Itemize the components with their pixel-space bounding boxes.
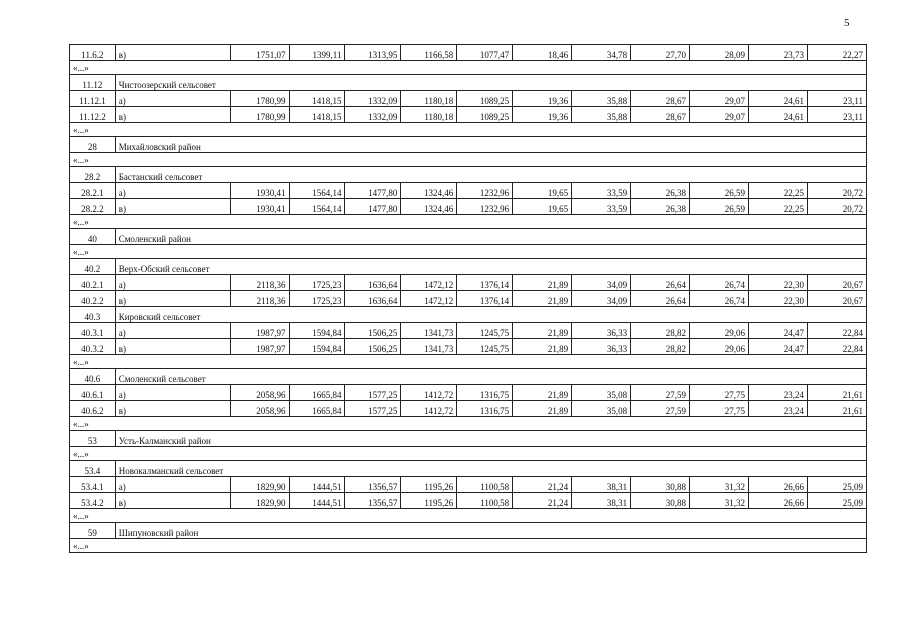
row-code: 40.6.2 [70,401,116,417]
value-cell: 24,47 [748,323,807,339]
value-cell: 22,25 [748,183,807,199]
section-row [70,137,867,153]
row-code: 40.2 [70,259,116,275]
value-cell: 27,75 [690,401,749,417]
section-title: Усть-Калманский район [115,431,866,447]
value-cell: 1324,46 [401,183,457,199]
value-cell: 1636,64 [345,275,401,291]
value-cell: 1472,12 [401,275,457,291]
row-code: 40.6.1 [70,385,116,401]
value-cell: 28,67 [631,107,690,123]
value-cell: 1930,41 [230,183,289,199]
section-title: Шипуновский район [115,523,866,539]
row-kind: а) [115,183,230,199]
value-cell: 2118,36 [230,291,289,307]
value-cell: 22,84 [807,323,866,339]
section-row [70,369,867,385]
value-cell: 1356,57 [345,477,401,493]
value-cell: 26,74 [690,291,749,307]
value-cell: 20,72 [807,199,866,215]
ellipsis-cell: «...» [70,153,867,167]
value-cell: 1577,25 [345,385,401,401]
value-cell: 24,47 [748,339,807,355]
value-cell: 1665,84 [289,385,345,401]
section-row [70,307,867,323]
page-number: 5 [844,17,850,29]
ellipsis-cell: «...» [70,509,867,523]
value-cell: 1477,80 [345,199,401,215]
value-cell: 1341,73 [401,339,457,355]
section-row [70,259,867,275]
value-cell: 26,38 [631,183,690,199]
ellipsis-row [70,447,867,461]
value-cell: 1594,84 [289,339,345,355]
value-cell: 1356,57 [345,493,401,509]
value-cell: 23,24 [748,401,807,417]
table-row [70,183,867,199]
row-kind: в) [115,107,230,123]
value-cell: 1313,95 [345,45,401,61]
value-cell: 19,36 [513,107,572,123]
value-cell: 25,09 [807,477,866,493]
value-cell: 1564,14 [289,199,345,215]
section-row [70,523,867,539]
value-cell: 19,65 [513,199,572,215]
value-cell: 1725,23 [289,291,345,307]
table-row [70,91,867,107]
value-cell: 1324,46 [401,199,457,215]
value-cell: 22,30 [748,275,807,291]
section-title: Верх-Обский сельсовет [115,259,866,275]
value-cell: 35,88 [572,107,631,123]
ellipsis-cell: «...» [70,355,867,369]
ellipsis-cell: «...» [70,245,867,259]
value-cell: 29,06 [690,323,749,339]
value-cell: 26,64 [631,275,690,291]
value-cell: 1665,84 [289,401,345,417]
row-code: 53 [70,431,116,447]
ellipsis-cell: «...» [70,539,867,553]
value-cell: 1472,12 [401,291,457,307]
value-cell: 22,25 [748,199,807,215]
row-code: 40.3.2 [70,339,116,355]
value-cell: 24,61 [748,91,807,107]
table-row [70,339,867,355]
row-code: 28.2.2 [70,199,116,215]
value-cell: 1594,84 [289,323,345,339]
value-cell: 1444,51 [289,477,345,493]
ellipsis-cell: «...» [70,447,867,461]
value-cell: 20,72 [807,183,866,199]
value-cell: 26,59 [690,183,749,199]
table-row [70,45,867,61]
row-code: 40.6 [70,369,116,385]
section-title: Бастанский сельсовет [115,167,866,183]
ellipsis-row [70,539,867,553]
value-cell: 1829,90 [230,477,289,493]
value-cell: 1100,58 [457,493,513,509]
value-cell: 22,30 [748,291,807,307]
row-code: 11.6.2 [70,45,116,61]
table-row [70,107,867,123]
section-title: Кировский сельсовет [115,307,866,323]
value-cell: 1418,15 [289,107,345,123]
value-cell: 19,65 [513,183,572,199]
value-cell: 34,78 [572,45,631,61]
value-cell: 18,46 [513,45,572,61]
value-cell: 21,89 [513,401,572,417]
value-cell: 1564,14 [289,183,345,199]
table-row [70,275,867,291]
value-cell: 1180,18 [401,107,457,123]
ellipsis-row [70,215,867,229]
value-cell: 1930,41 [230,199,289,215]
row-code: 53.4 [70,461,116,477]
value-cell: 22,27 [807,45,866,61]
value-cell: 38,31 [572,477,631,493]
row-kind: а) [115,477,230,493]
value-cell: 23,73 [748,45,807,61]
value-cell: 1418,15 [289,91,345,107]
ellipsis-row [70,153,867,167]
value-cell: 20,67 [807,275,866,291]
value-cell: 21,89 [513,339,572,355]
value-cell: 26,64 [631,291,690,307]
section-row [70,461,867,477]
value-cell: 1316,75 [457,385,513,401]
ellipsis-cell: «...» [70,215,867,229]
value-cell: 1829,90 [230,493,289,509]
ellipsis-row [70,509,867,523]
value-cell: 1751,07 [230,45,289,61]
ellipsis-row [70,417,867,431]
value-cell: 1987,97 [230,339,289,355]
ellipsis-row [70,245,867,259]
value-cell: 1444,51 [289,493,345,509]
value-cell: 1245,75 [457,323,513,339]
value-cell: 1412,72 [401,401,457,417]
value-cell: 28,09 [690,45,749,61]
row-code: 40.2.1 [70,275,116,291]
value-cell: 29,06 [690,339,749,355]
value-cell: 1195,26 [401,493,457,509]
value-cell: 1780,99 [230,91,289,107]
value-cell: 21,89 [513,291,572,307]
value-cell: 1725,23 [289,275,345,291]
value-cell: 26,59 [690,199,749,215]
value-cell: 1077,47 [457,45,513,61]
value-cell: 21,61 [807,385,866,401]
table-row [70,291,867,307]
value-cell: 34,09 [572,291,631,307]
value-cell: 23,11 [807,107,866,123]
value-cell: 36,33 [572,339,631,355]
value-cell: 1376,14 [457,275,513,291]
section-row [70,229,867,245]
value-cell: 26,38 [631,199,690,215]
value-cell: 1376,14 [457,291,513,307]
value-cell: 23,11 [807,91,866,107]
value-cell: 35,08 [572,401,631,417]
value-cell: 1506,25 [345,323,401,339]
value-cell: 1987,97 [230,323,289,339]
value-cell: 21,61 [807,401,866,417]
row-code: 40 [70,229,116,245]
value-cell: 1412,72 [401,385,457,401]
section-title: Смоленский район [115,229,866,245]
value-cell: 21,24 [513,477,572,493]
section-title: Михайловский район [115,137,866,153]
value-cell: 1341,73 [401,323,457,339]
ellipsis-cell: «...» [70,61,867,75]
ellipsis-row [70,355,867,369]
section-title: Чистоозерский сельсовет [115,75,866,91]
tariff-table [69,44,867,553]
value-cell: 2058,96 [230,385,289,401]
row-code: 28.2 [70,167,116,183]
value-cell: 23,24 [748,385,807,401]
value-cell: 29,07 [690,91,749,107]
value-cell: 38,31 [572,493,631,509]
table-row [70,323,867,339]
row-code: 40.3 [70,307,116,323]
value-cell: 27,75 [690,385,749,401]
value-cell: 2118,36 [230,275,289,291]
value-cell: 1195,26 [401,477,457,493]
value-cell: 27,59 [631,385,690,401]
ellipsis-cell: «...» [70,417,867,431]
row-code: 53.4.2 [70,493,116,509]
value-cell: 35,08 [572,385,631,401]
row-kind: а) [115,91,230,107]
value-cell: 28,67 [631,91,690,107]
ellipsis-cell: «...» [70,123,867,137]
value-cell: 2058,96 [230,401,289,417]
value-cell: 1089,25 [457,107,513,123]
table-body [70,45,867,553]
table-row [70,385,867,401]
table-row [70,401,867,417]
value-cell: 33,59 [572,183,631,199]
value-cell: 27,59 [631,401,690,417]
table-row [70,477,867,493]
value-cell: 20,67 [807,291,866,307]
value-cell: 33,59 [572,199,631,215]
value-cell: 31,32 [690,477,749,493]
row-kind: в) [115,339,230,355]
value-cell: 24,61 [748,107,807,123]
value-cell: 21,89 [513,275,572,291]
section-row [70,167,867,183]
value-cell: 21,89 [513,385,572,401]
row-kind: а) [115,385,230,401]
value-cell: 30,88 [631,493,690,509]
value-cell: 34,09 [572,275,631,291]
value-cell: 29,07 [690,107,749,123]
value-cell: 1636,64 [345,291,401,307]
value-cell: 1089,25 [457,91,513,107]
value-cell: 21,89 [513,323,572,339]
row-kind: в) [115,291,230,307]
section-row [70,431,867,447]
section-row [70,75,867,91]
value-cell: 1477,80 [345,183,401,199]
value-cell: 31,32 [690,493,749,509]
table-row [70,493,867,509]
row-kind: в) [115,199,230,215]
row-kind: в) [115,401,230,417]
value-cell: 1245,75 [457,339,513,355]
value-cell: 1180,18 [401,91,457,107]
section-title: Смоленский сельсовет [115,369,866,385]
value-cell: 1506,25 [345,339,401,355]
value-cell: 1316,75 [457,401,513,417]
section-title: Новокалманский сельсовет [115,461,866,477]
row-code: 59 [70,523,116,539]
value-cell: 21,24 [513,493,572,509]
value-cell: 1232,96 [457,183,513,199]
value-cell: 27,70 [631,45,690,61]
value-cell: 22,84 [807,339,866,355]
row-code: 40.3.1 [70,323,116,339]
row-code: 53.4.1 [70,477,116,493]
row-kind: в) [115,45,230,61]
value-cell: 35,88 [572,91,631,107]
ellipsis-row [70,123,867,137]
value-cell: 1332,09 [345,107,401,123]
value-cell: 36,33 [572,323,631,339]
table-row [70,199,867,215]
value-cell: 30,88 [631,477,690,493]
value-cell: 26,74 [690,275,749,291]
value-cell: 1780,99 [230,107,289,123]
row-code: 40.2.2 [70,291,116,307]
value-cell: 1100,58 [457,477,513,493]
value-cell: 1399,11 [289,45,345,61]
row-code: 11.12.2 [70,107,116,123]
value-cell: 28,82 [631,323,690,339]
row-code: 11.12 [70,75,116,91]
row-kind: а) [115,275,230,291]
ellipsis-row [70,61,867,75]
value-cell: 28,82 [631,339,690,355]
value-cell: 25,09 [807,493,866,509]
row-code: 28.2.1 [70,183,116,199]
value-cell: 26,66 [748,493,807,509]
value-cell: 1166,58 [401,45,457,61]
value-cell: 1577,25 [345,401,401,417]
row-kind: в) [115,493,230,509]
value-cell: 1332,09 [345,91,401,107]
value-cell: 19,36 [513,91,572,107]
row-code: 28 [70,137,116,153]
value-cell: 26,66 [748,477,807,493]
value-cell: 1232,96 [457,199,513,215]
row-code: 11.12.1 [70,91,116,107]
row-kind: а) [115,323,230,339]
